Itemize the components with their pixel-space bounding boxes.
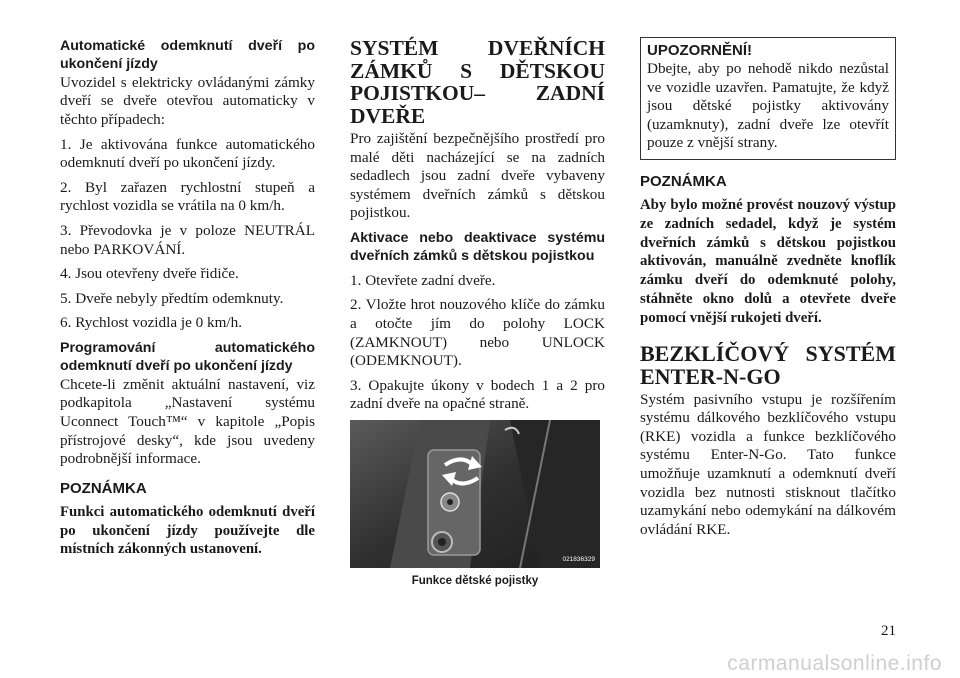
list-item: 3. Převodovka je v poloze NEUTRÁL nebo PARKOVÁNÍ.	[60, 221, 315, 258]
list-item: 1. Otevřete zadní dveře.	[350, 271, 496, 289]
list-item: 2. Vložte hrot nouzového klíče do zámku a otočte jím do polohy LOCK (ZAMKNOUT) nebo UNLOCK (ODEMKNOUT).	[350, 296, 605, 370]
watermark: carmanualsonline.info	[727, 652, 942, 675]
programming-text: Chcete-li změnit aktuální nastavení, viz podkapitola „Nastavení systému Uconnect Touch™“ v kapitole „Popis přístrojové desky“, kde jsou uvedeny podrobnější informace.	[60, 375, 315, 468]
section-heading-auto-unlock: Automatické odemknutí dveří po ukončení jízdy	[60, 38, 315, 73]
column-2	[350, 37, 605, 587]
list-item: 3. Opakujte úkony v bodech 1 a 2 pro zadní dveře na opačné straně.	[350, 376, 605, 413]
note-body: Funkci automatického odemknutí dveří po ukončení jízdy používejte dle místních zákonných ustanovení.	[60, 503, 315, 558]
list-item: 1. Je aktivována funkce automatického odemknutí dveří po ukončení jízdy.	[60, 135, 315, 172]
list-item: 5. Dveře nebyly předtím odemknuty.	[60, 289, 284, 307]
column-1	[60, 37, 315, 559]
section-title-child-lock: SYSTÉM DVEŘNÍCH ZÁMKŮ S DĚTSKOU POJISTKOU– ZADNÍ DVEŘE	[350, 36, 605, 128]
child-lock-figure	[350, 420, 600, 568]
note-body: Aby bylo možné provést nouzový výstup ze zadních sedadel, když je systém dveřních zámků s dětskou pojistkou aktivován, manuálně zvedněte knoflík zámku dveří do odemknuté polohy, stáhněte okno dolů a otevřete dveře pomocí vnější rukojeti dveří.	[640, 196, 896, 326]
column-3	[640, 37, 896, 539]
section-title-enter-n-go: BEZKLÍČOVÝ SYSTÉM ENTER-N-GO	[640, 340, 896, 389]
note-heading: POZNÁMKA	[60, 479, 147, 497]
figure-code: 021836329	[562, 555, 595, 563]
auto-unlock-intro: Uvozidel s elektricky ovládanými zámky dveří se dveře otevřou automaticky v těchto případech:	[60, 73, 315, 128]
enter-n-go-body: Systém pasivního vstupu je rozšířením systému dálkového bezklíčového vstupu (RKE) vozidla a funkce bezklíčového systému Enter-N-Go. Tato funkce umožňuje uzamknutí a odemknutí dveří vozidla bez nutnosti stisknout tlačítko uzamykání nebo odemykání na dálkovém ovládání RKE.	[640, 390, 896, 538]
warning-box	[640, 37, 896, 160]
child-lock-intro: Pro zajištění bezpečnějšího prostředí pro malé děti nacházející se na zadních sedadlech jsou zadní dveře vybaveny systémem dveřních zámků s dětskou pojistkou.	[350, 130, 605, 222]
warning-title: UPOZORNĚNÍ!	[647, 42, 752, 59]
page-number: 21	[881, 623, 896, 639]
list-item: 6. Rychlost vozidla je 0 km/h.	[60, 314, 243, 332]
list-item: 2. Byl zařazen rychlostní stupeň a rychlost vozidla se vrátila na 0 km/h.	[60, 178, 315, 215]
note-heading: POZNÁMKA	[640, 172, 727, 190]
figure-caption: Funkce dětské pojistky	[411, 574, 539, 587]
child-lock-illustration	[350, 420, 600, 568]
section-heading-programming: Programování automatického odemknutí dveří po ukončení jízdy	[60, 339, 315, 375]
child-lock-subhead: Aktivace nebo deaktivace systému dveřních zámků s dětskou pojistkou	[350, 229, 605, 265]
warning-text: Dbejte, aby po nehodě nikdo nezůstal ve vozidle uzavřen. Pamatujte, že když jsou dětské pojistky aktivovány (uzamknuty), zadní dveře lze otevřít pouze z vnější strany.	[647, 60, 889, 152]
list-item: 4. Jsou otevřeny dveře řidiče.	[60, 265, 239, 283]
